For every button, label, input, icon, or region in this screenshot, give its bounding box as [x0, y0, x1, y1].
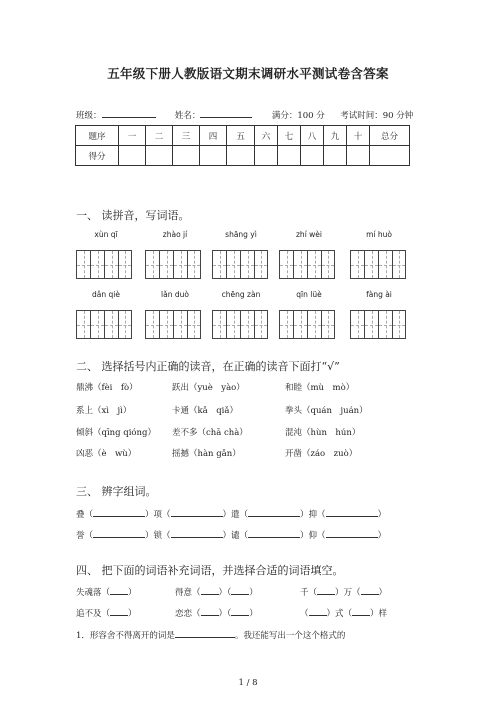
tianzige-box[interactable] — [145, 310, 201, 339]
section-3-heading: 三、 辨字组词。 — [76, 485, 157, 498]
char-label: ）项（ — [145, 510, 171, 520]
tianzige-box[interactable] — [212, 310, 268, 339]
score-header-cell: 七 — [278, 126, 301, 146]
score-table — [75, 125, 410, 166]
exam-time-label: 考试时间：90 分钟 — [340, 111, 414, 121]
score-header-cell: 六 — [255, 126, 278, 146]
pinyin-label: dǎn qiè — [92, 290, 120, 299]
answer-blank[interactable] — [231, 606, 249, 616]
answer-blank[interactable] — [352, 606, 370, 616]
tianzige-box[interactable] — [145, 250, 201, 279]
class-field[interactable] — [102, 108, 156, 118]
tianzige-box[interactable] — [279, 310, 335, 339]
score-cell[interactable] — [227, 146, 255, 166]
answer-blank[interactable] — [326, 528, 378, 538]
idiom-text: ）式（ — [326, 609, 353, 619]
score-row-label: 得分 — [76, 146, 119, 166]
reading-item[interactable]: 开凿（záo zuò） — [285, 449, 358, 459]
question-1 — [76, 628, 345, 641]
pinyin-label: qīn lüè — [296, 290, 322, 299]
pinyin-label: zhí wèi — [296, 230, 322, 239]
pinyin-label: chēng zàn — [221, 290, 261, 299]
pinyin-label: mí huò — [366, 230, 392, 239]
answer-blank[interactable] — [171, 528, 223, 538]
answer-blank[interactable] — [93, 507, 145, 517]
tianzige-box[interactable] — [279, 250, 335, 279]
char-label: ）抑（ — [300, 510, 326, 520]
char-label: 誉（ — [76, 531, 94, 541]
tianzige-box[interactable] — [76, 250, 132, 279]
full-score-label: 满分：100 分 — [271, 111, 325, 121]
idiom-text: 千（ — [300, 588, 318, 598]
page-title: 五年级下册人教版语文期末调研水平测试卷含答案 — [107, 66, 389, 81]
char-label: ）遣（ — [222, 510, 249, 520]
answer-blank[interactable] — [326, 507, 378, 517]
section-1-heading: 一、 读拼音，写词语。 — [76, 209, 190, 222]
score-header-cell: 八 — [301, 126, 324, 146]
reading-item[interactable]: 差不多（chā chà） — [172, 428, 248, 438]
reading-item[interactable]: 混沌（hùn hún） — [285, 428, 361, 438]
answer-blank[interactable] — [110, 585, 128, 595]
char-label: ） — [377, 510, 387, 520]
reading-item[interactable]: 鼎沸（fèi fò） — [76, 383, 138, 393]
idiom-text: ） — [249, 588, 258, 598]
idiom-item — [76, 606, 137, 619]
score-header-cell: 一 — [119, 126, 146, 146]
page-number: 1 / 8 — [238, 678, 258, 688]
score-cell[interactable] — [255, 146, 278, 166]
tianzige-box[interactable] — [212, 250, 268, 279]
score-header-cell: 四 — [200, 126, 227, 146]
answer-blank[interactable] — [248, 528, 300, 538]
score-header-cell: 十 — [347, 126, 370, 146]
score-cell[interactable] — [278, 146, 301, 166]
score-cell[interactable] — [146, 146, 173, 166]
reading-item[interactable]: 拳头（quán juán） — [285, 406, 368, 416]
char-label: 叠（ — [76, 510, 94, 520]
pinyin-label: xùn qī — [94, 230, 118, 239]
idiom-text: 追不及（ — [76, 609, 111, 619]
score-cell[interactable] — [200, 146, 227, 166]
char-label: ）锁（ — [145, 531, 171, 541]
reading-item[interactable]: 卡通（kǎ qiǎ） — [172, 406, 238, 416]
answer-blank[interactable] — [201, 585, 219, 595]
score-cell[interactable] — [370, 146, 410, 166]
answer-blank[interactable] — [309, 606, 327, 616]
tianzige-box[interactable] — [350, 250, 406, 279]
reading-item[interactable]: 跃出（yuè yào） — [172, 383, 245, 393]
idiom-text: ） — [249, 609, 258, 619]
reading-item[interactable]: 倾斜（qīng qióng） — [76, 428, 156, 438]
pinyin-label: lǎn duò — [161, 290, 189, 299]
score-value-row — [76, 146, 410, 166]
answer-blank[interactable] — [317, 585, 335, 595]
char-label: ） — [377, 531, 387, 541]
answer-blank[interactable] — [248, 507, 300, 517]
idiom-text: 恋恋（ — [175, 609, 201, 619]
reading-item[interactable]: 摇撼（hàn gǎn） — [172, 449, 241, 459]
tianzige-box[interactable] — [350, 310, 406, 339]
idiom-text: 得意（ — [175, 588, 201, 598]
reading-item[interactable]: 和睦（mù mò） — [285, 383, 355, 393]
answer-blank[interactable] — [171, 507, 223, 517]
idiom-text: ） — [128, 588, 137, 598]
answer-blank[interactable] — [201, 606, 219, 616]
answer-blank[interactable] — [231, 585, 249, 595]
idiom-text: ） — [128, 609, 137, 619]
score-cell[interactable] — [173, 146, 200, 166]
score-cell[interactable] — [347, 146, 370, 166]
score-header-row — [76, 126, 410, 146]
idiom-text: 失魂落（ — [76, 588, 111, 598]
score-cell[interactable] — [119, 146, 146, 166]
idiom-text: ） — [378, 588, 388, 598]
answer-blank[interactable] — [175, 628, 235, 638]
idiom-text: ）（ — [218, 588, 232, 598]
class-label: 班级： — [76, 111, 102, 121]
score-header-cell: 三 — [173, 126, 200, 146]
idiom-text: ）（ — [218, 609, 232, 619]
idiom-item — [175, 585, 258, 598]
idiom-text: ）样 — [370, 609, 388, 619]
answer-blank[interactable] — [93, 528, 145, 538]
score-cell[interactable] — [324, 146, 347, 166]
score-header-cell: 九 — [324, 126, 347, 146]
pinyin-label: zhào jí — [162, 230, 188, 239]
word-group-row — [76, 507, 386, 520]
idiom-text: （ — [300, 609, 309, 619]
idiom-item — [300, 606, 387, 619]
reading-item[interactable]: 系上（xì jì） — [76, 406, 132, 416]
section-4-heading: 四、 把下面的词语补充词语，并选择合适的词语填空。 — [76, 564, 344, 577]
name-field[interactable] — [200, 108, 252, 118]
char-label: ）仰（ — [300, 531, 326, 541]
word-group-row — [76, 528, 386, 541]
name-label: 姓名： — [174, 111, 201, 121]
pinyin-label: shāng yì — [225, 230, 257, 239]
char-label: ）谴（ — [222, 531, 249, 541]
score-header-cell: 二 — [146, 126, 173, 146]
question-text: 1．形容舍不得离开的词是 — [76, 631, 175, 641]
score-header-cell: 题序 — [76, 126, 119, 146]
reading-item[interactable]: 凶恶（è wù） — [76, 449, 137, 459]
info-line — [76, 108, 413, 121]
question-text: 。我还能写出一个这个格式的 — [234, 631, 346, 641]
pinyin-label: fàng ài — [366, 290, 392, 299]
tianzige-box[interactable] — [76, 310, 132, 339]
idiom-item — [175, 606, 258, 619]
answer-blank[interactable] — [361, 585, 379, 595]
score-header-cell: 总分 — [370, 126, 410, 146]
idiom-item — [300, 585, 387, 598]
section-2-heading: 二、 选择括号内正确的读音，在正确的读音下面打“√” — [76, 360, 340, 373]
idiom-text: ）万（ — [335, 588, 361, 598]
answer-blank[interactable] — [110, 606, 128, 616]
score-cell[interactable] — [301, 146, 324, 166]
idiom-item — [76, 585, 137, 598]
score-header-cell: 五 — [227, 126, 255, 146]
